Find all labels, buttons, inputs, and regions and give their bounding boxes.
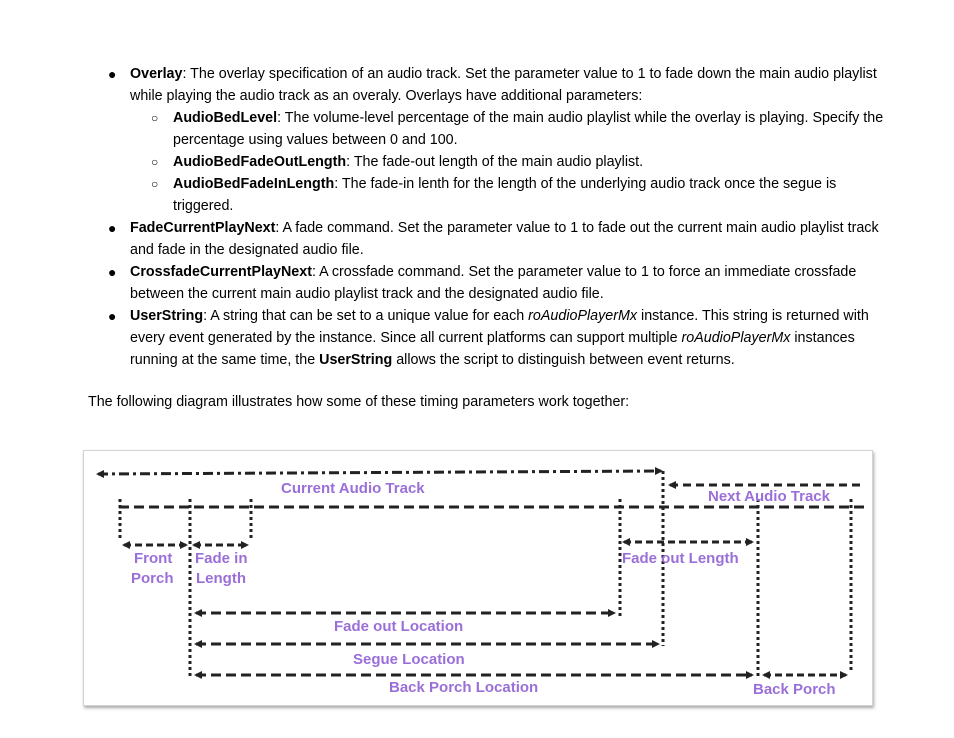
list-item-audiobedfadeoutlength <box>130 151 888 173</box>
circle-bullet-icon: ○ <box>151 177 159 191</box>
label-back-porch: Back Porch <box>753 681 836 698</box>
desc-audiobedfadeoutlength: : The fade-out length of the main audio playlist. <box>346 154 644 170</box>
term-crossfadecurrentplaynext: CrossfadeCurrentPlayNext <box>130 264 312 280</box>
desc-userstring-b: instance. This string is returned with every event generated by the instance. Since all current platforms can support multiple <box>130 308 869 346</box>
label-fade-out-location: Fade out Location <box>334 618 464 635</box>
label-front: Front <box>134 550 173 567</box>
class-name-roaudioplayermx: roAudioPlayerMx <box>681 330 791 346</box>
label-segue-location: Segue Location <box>353 651 465 668</box>
term-userstring-inline: UserString <box>319 352 393 368</box>
bullet-icon: ● <box>108 264 117 280</box>
list-item-crossfadecurrentplaynext <box>88 261 888 305</box>
label-next-audio-track: Next Audio Track <box>708 488 830 505</box>
timing-diagram <box>83 450 873 706</box>
label-current-audio-track: Current Audio Track <box>281 480 425 497</box>
circle-bullet-icon: ○ <box>151 111 159 125</box>
term-fadecurrentplaynext: FadeCurrentPlayNext <box>130 220 276 236</box>
circle-bullet-icon: ○ <box>151 155 159 169</box>
desc-fadecurrentplaynext: : A fade command. Set the parameter value to 1 to fade out the current main audio playlist track and fade in the designated audio file. <box>130 220 879 258</box>
list-item-fadecurrentplaynext <box>88 217 888 261</box>
desc-audiobedfadeinlength: : The fade-in lenth for the length of the underlying audio track once the segue is triggered. <box>173 176 837 214</box>
bullet-icon: ● <box>108 220 117 236</box>
bullet-icon: ● <box>108 66 117 82</box>
label-fade-out-length: Fade out Length <box>622 550 739 567</box>
term-audiobedfadeinlength: AudioBedFadeInLength <box>173 176 335 192</box>
list-item-audiobedlevel <box>130 107 888 151</box>
desc-audiobedlevel: : The volume-level percentage of the main audio playlist while the overlay is playing. Specify the percentage using values between 0 and 100. <box>173 110 884 148</box>
diagram-intro-paragraph: The following diagram illustrates how some of these timing parameters work together: <box>88 394 630 410</box>
label-back-porch-location: Back Porch Location <box>389 679 539 696</box>
label-porch: Porch <box>131 570 174 587</box>
list-item-audiobedfadeinlength <box>130 173 888 217</box>
overlay-sublist <box>130 107 888 217</box>
list-item-userstring <box>88 305 888 371</box>
desc-crossfadecurrentplaynext: : A crossfade command. Set the parameter value to 1 to force an immediate crossfade between the current main audio playlist track and the designated audio file. <box>130 264 857 302</box>
term-audiobedlevel: AudioBedLevel <box>173 110 278 126</box>
parameter-list <box>88 63 888 371</box>
label-length: Length <box>196 570 246 587</box>
term-userstring: UserString <box>130 308 204 324</box>
term-overlay: Overlay <box>130 66 183 82</box>
desc-overlay: : The overlay specification of an audio track. Set the parameter value to 1 to fade down the main audio playlist while playing the audio track as an overaly. Overlays have additional parameters: <box>130 66 877 104</box>
label-fade-in: Fade in <box>195 550 248 567</box>
desc-userstring-c: instances running at the same time, the <box>130 330 855 368</box>
desc-userstring-a: : A string that can be set to a unique value for each <box>203 308 529 324</box>
current-audio-track-line <box>98 471 661 474</box>
timing-diagram-svg <box>84 451 872 705</box>
list-item-overlay <box>88 63 888 217</box>
bullet-icon: ● <box>108 308 117 324</box>
class-name-roaudioplayermx: roAudioPlayerMx <box>528 308 638 324</box>
term-audiobedfadeoutlength: AudioBedFadeOutLength <box>173 154 347 170</box>
desc-userstring-d: allows the script to distinguish between event returns. <box>392 352 735 368</box>
